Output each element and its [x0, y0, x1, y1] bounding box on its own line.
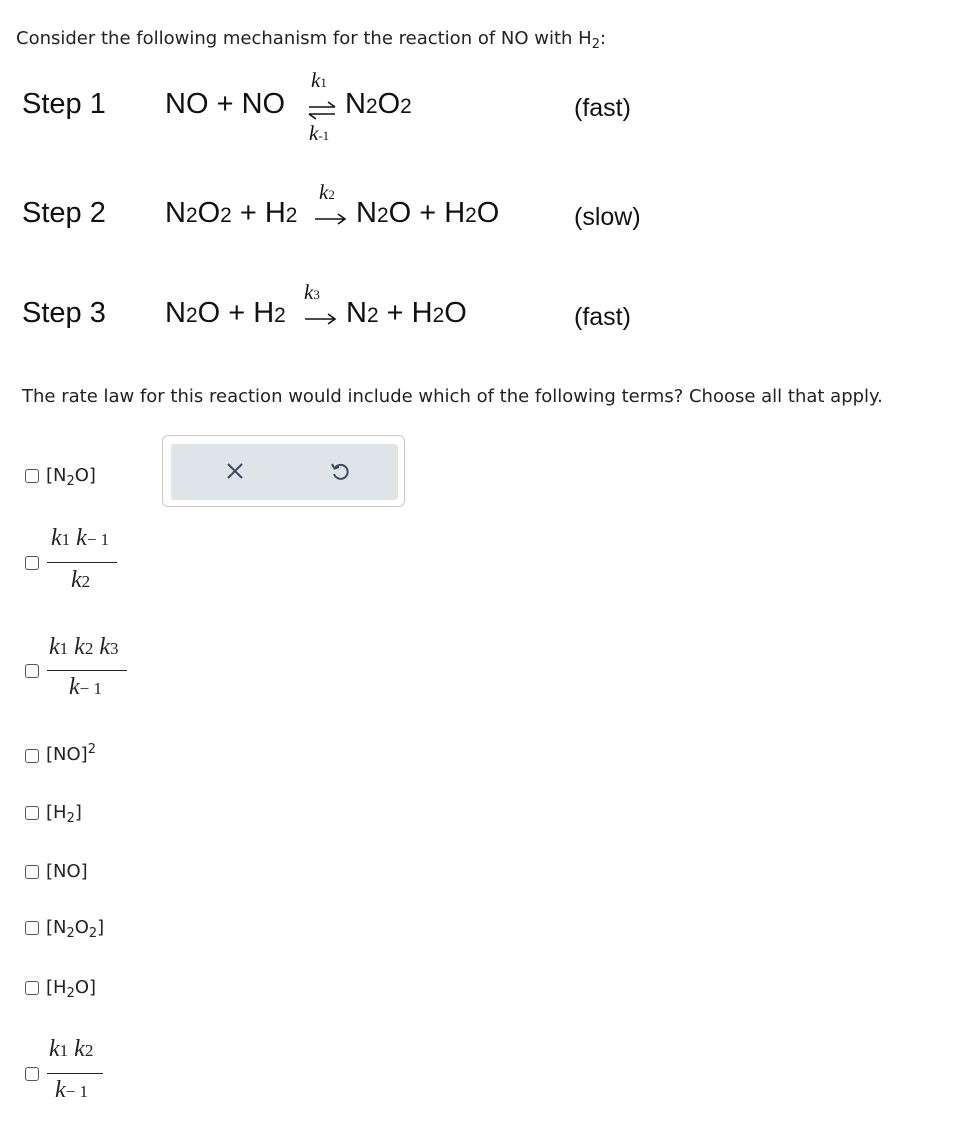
checkbox-no[interactable]	[25, 865, 39, 879]
arrow-right-icon	[313, 212, 347, 226]
step-2-speed: (slow)	[574, 203, 641, 231]
option-k1k2k3-over-k-1: k1 k2 k3 k− 1	[47, 634, 129, 714]
step-1-speed: (fast)	[574, 94, 631, 122]
step-2-label: Step 2	[22, 197, 106, 229]
checkbox-h2[interactable]	[25, 806, 39, 820]
undo-icon[interactable]	[328, 459, 352, 483]
step-2-reactants: N2O2 + H2	[165, 197, 298, 229]
step-3-speed: (fast)	[574, 303, 631, 331]
question-intro: Consider the following mechanism for the reaction of NO with $H_2$:	[16, 28, 607, 52]
checkbox-k1k-1-over-k2[interactable]	[25, 556, 39, 570]
step-2-products: N2O + H2O	[356, 197, 500, 229]
checkbox-n2o2[interactable]	[25, 921, 39, 935]
checkbox-k1k2k3-over-k-1[interactable]	[25, 664, 39, 678]
option-h2-label: $[H_2]$	[46, 802, 82, 826]
close-icon[interactable]	[223, 459, 247, 483]
checkbox-h2o[interactable]	[25, 981, 39, 995]
option-k1k2-over-k-1: k1 k2 k− 1	[47, 1036, 107, 1116]
option-no-squared-label: [NO]$^2$	[46, 741, 96, 765]
toolbar-panel	[171, 444, 398, 500]
step-1-products: N2O2	[345, 88, 412, 120]
option-k1k-1-over-k2: k1 k− 1 k2	[47, 525, 119, 605]
equilibrium-arrow-icon	[307, 101, 337, 121]
option-h2o-label: $[H_2O]$	[46, 977, 97, 1001]
question-prompt: The rate law for this reaction would include which of the following terms? Choose all that apply.	[22, 386, 883, 407]
option-n2o2-label: $[N_2O_2]$	[46, 917, 105, 941]
arrow-right-icon	[303, 312, 337, 326]
checkbox-k1k2-over-k-1[interactable]	[25, 1067, 39, 1081]
step-3-reactants: N2O + H2	[165, 297, 286, 329]
step-1-rate-constant-reverse: k-1	[309, 121, 330, 145]
step-1-label: Step 1	[22, 88, 106, 120]
answer-toolbar	[162, 435, 405, 507]
option-n2o-label: $[N_2O]$	[46, 465, 96, 489]
checkbox-n2o[interactable]	[25, 469, 39, 483]
step-3-rate-constant: k3	[304, 280, 320, 304]
step-2-rate-constant: k2	[319, 180, 335, 204]
step-1-reactants: NO + NO	[165, 88, 286, 120]
checkbox-no-squared[interactable]	[25, 749, 39, 763]
step-3-label: Step 3	[22, 297, 106, 329]
option-no-label: [NO]	[46, 861, 88, 882]
step-1-rate-constant-forward: k1	[311, 68, 327, 92]
step-3-products: N2 + H2O	[346, 297, 467, 329]
